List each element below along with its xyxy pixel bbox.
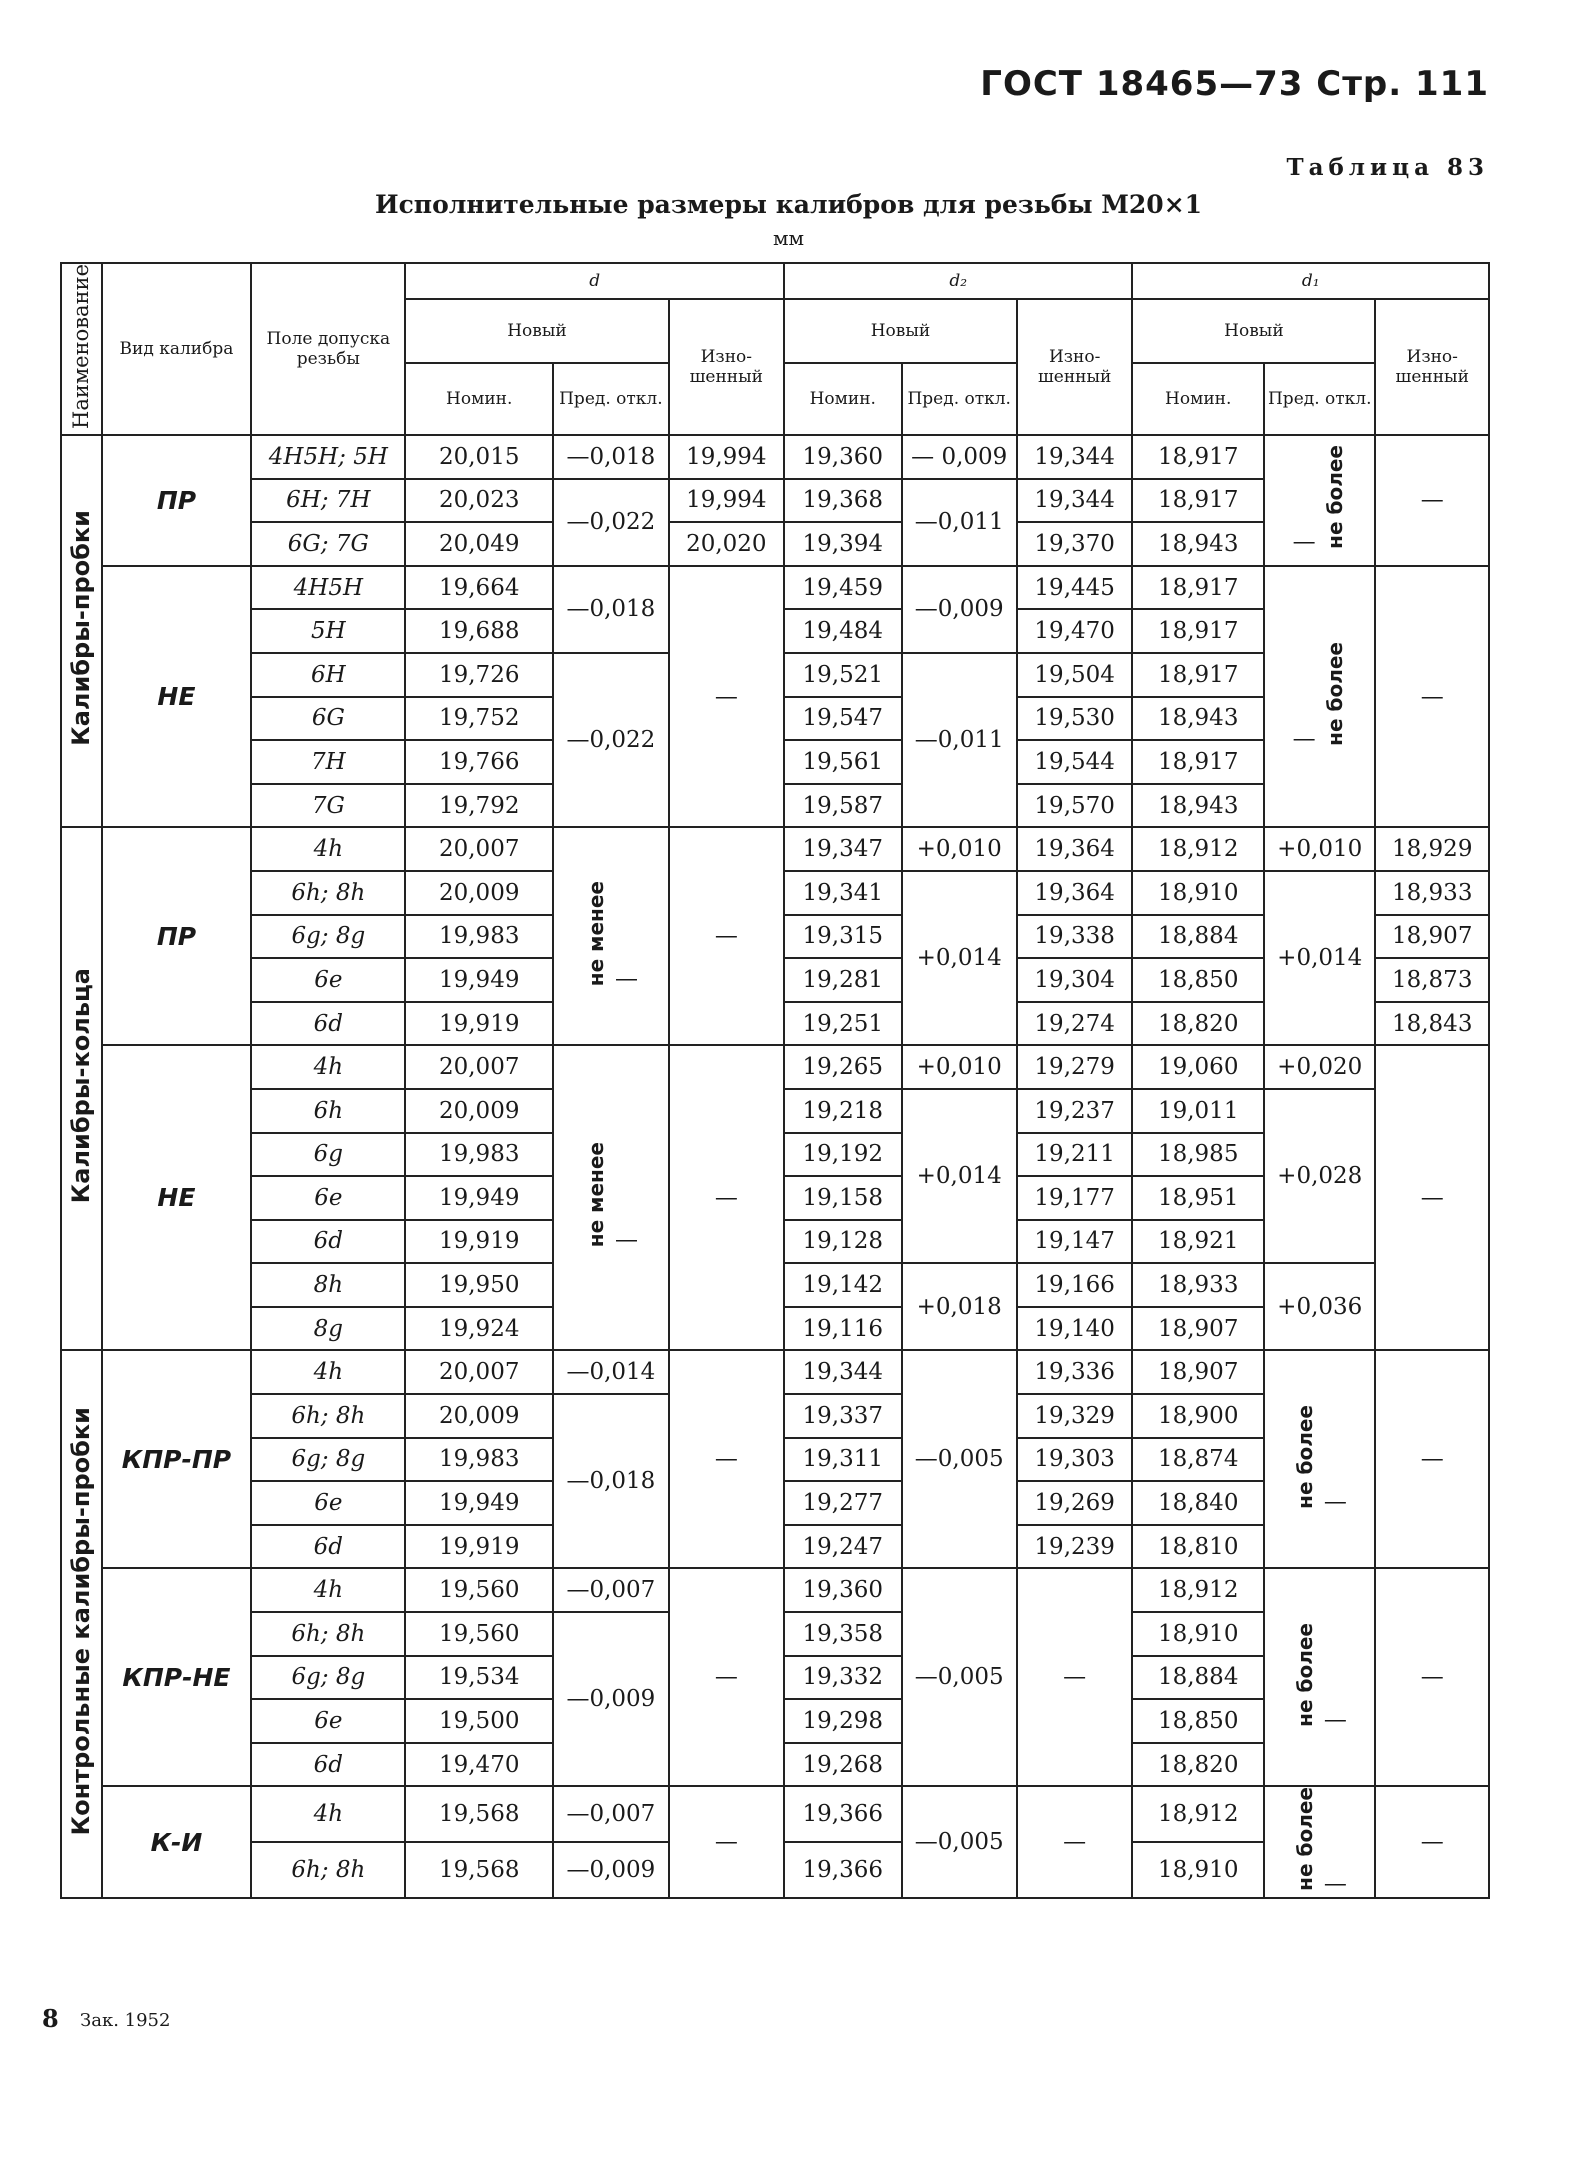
table-title: Исполнительные размеры калибров для резьбы М20×1 (374, 190, 1203, 219)
table-cell: 19,688 (405, 609, 553, 653)
table-cell: — (669, 1568, 784, 1786)
table-cell: 5H (251, 609, 405, 653)
table-cell: 18,933 (1375, 871, 1489, 915)
table-cell: 19,128 (784, 1220, 901, 1264)
table-cell: 19,983 (405, 1438, 553, 1482)
gauge-dimensions-table (60, 262, 1490, 1899)
table-cell: 18,917 (1132, 740, 1264, 784)
table-cell: 18,810 (1132, 1525, 1264, 1569)
table-cell: 19,268 (784, 1743, 901, 1787)
table-unit: мм (772, 226, 805, 250)
section-name: Контрольные калибры-пробки (67, 1407, 96, 1836)
table-cell: — (1375, 435, 1489, 566)
table-cell: 19,504 (1017, 653, 1132, 697)
table-cell: 19,530 (1017, 697, 1132, 741)
d1-dev-cell (1264, 1568, 1375, 1786)
table-row (61, 435, 1489, 479)
table-cell: 19,366 (784, 1786, 901, 1842)
table-cell: 8h (251, 1263, 405, 1307)
table-cell: — (1375, 1045, 1489, 1350)
table-cell: 18,912 (1132, 1568, 1264, 1612)
table-cell: 18,907 (1375, 915, 1489, 959)
document-header: ГОСТ 18465—73 Стр. 111 (980, 64, 1489, 104)
table-cell: 19,561 (784, 740, 901, 784)
table-cell: 6e (251, 958, 405, 1002)
gauge-type: ПР (102, 827, 252, 1045)
table-cell: +0,010 (902, 1045, 1017, 1089)
table-cell: 6d (251, 1525, 405, 1569)
table-cell: 19,211 (1017, 1133, 1132, 1177)
table-cell: 19,239 (1017, 1525, 1132, 1569)
table-cell: 20,007 (405, 1350, 553, 1394)
table-cell: 19,949 (405, 958, 553, 1002)
d1-dev-cell (1264, 1350, 1375, 1568)
table-cell: 18,933 (1132, 1263, 1264, 1307)
table-cell: 6h; 8h (251, 871, 405, 915)
table-cell: —0,011 (902, 653, 1017, 827)
table-cell: 19,279 (1017, 1045, 1132, 1089)
table-cell: 19,281 (784, 958, 901, 1002)
table-cell: 20,007 (405, 827, 553, 871)
cell-value: — (1323, 1488, 1347, 1515)
table-cell: 4h (251, 1350, 405, 1394)
table-cell: 19,924 (405, 1307, 553, 1351)
col-d2-dev: Пред. откл. (902, 363, 1017, 435)
gauge-type: ПР (102, 435, 252, 566)
table-cell: 19,470 (405, 1743, 553, 1787)
d1-dev-cell (1264, 566, 1375, 828)
table-cell: 19,269 (1017, 1481, 1132, 1525)
table-cell: 19,394 (784, 522, 901, 566)
table-cell: —0,018 (553, 435, 668, 479)
table-cell: 18,921 (1132, 1220, 1264, 1264)
d-dev-cell (553, 1045, 668, 1350)
table-cell: 19,274 (1017, 1002, 1132, 1046)
table-cell: — (1017, 1786, 1132, 1898)
table-cell: 4H5H; 5H (251, 435, 405, 479)
table-cell: 18,943 (1132, 522, 1264, 566)
cell-value: — (1323, 1706, 1347, 1733)
table-cell: 19,766 (405, 740, 553, 784)
table-cell: 8g (251, 1307, 405, 1351)
table-cell: 19,587 (784, 784, 901, 828)
limit-note: не более (1292, 1404, 1317, 1509)
col-d-dev: Пред. откл. (553, 363, 668, 435)
table-cell: — (1375, 566, 1489, 828)
table-cell: 19,303 (1017, 1438, 1132, 1482)
table-cell: 19,544 (1017, 740, 1132, 784)
table-cell: 19,364 (1017, 871, 1132, 915)
gauge-type: КПР-ПР (102, 1350, 252, 1568)
table-cell: 19,142 (784, 1263, 901, 1307)
table-cell: 19,360 (784, 435, 901, 479)
table-cell: 6g; 8g (251, 1438, 405, 1482)
table-cell: 19,919 (405, 1525, 553, 1569)
table-cell: +0,010 (1264, 827, 1375, 871)
table-cell: 6g (251, 1133, 405, 1177)
table-cell: 19,368 (784, 479, 901, 523)
table-cell: —0,007 (553, 1786, 668, 1842)
table-cell: 18,884 (1132, 1656, 1264, 1700)
limit-note: не более (1322, 445, 1347, 550)
table-cell: 18,820 (1132, 1002, 1264, 1046)
col-d1-worn: Изно-шенный (1375, 299, 1489, 435)
table-cell: 18,907 (1132, 1350, 1264, 1394)
table-cell: 6g; 8g (251, 1656, 405, 1700)
table-cell: —0,005 (902, 1350, 1017, 1568)
col-name: Наименование (61, 263, 102, 435)
gauge-type: НЕ (102, 566, 252, 828)
table-cell: 19,547 (784, 697, 901, 741)
table-cell: 19,919 (405, 1220, 553, 1264)
col-d1-new: Новый (1132, 299, 1375, 363)
table-cell: 19,247 (784, 1525, 901, 1569)
table-cell: —0,022 (553, 653, 668, 827)
table-cell: —0,009 (902, 566, 1017, 653)
table-cell: 19,726 (405, 653, 553, 697)
table-cell: 4H5H (251, 566, 405, 610)
table-cell: 18,850 (1132, 958, 1264, 1002)
cell-value: — (615, 1227, 639, 1254)
section-name: Калибры-пробки (67, 510, 96, 747)
table-cell: 19,364 (1017, 827, 1132, 871)
table-cell: —0,022 (553, 479, 668, 566)
table-cell: —0,009 (553, 1842, 668, 1898)
table-cell: 19,983 (405, 1133, 553, 1177)
table-cell: 6H; 7H (251, 479, 405, 523)
d1-dev-cell (1264, 1786, 1375, 1898)
table-cell: 19,949 (405, 1481, 553, 1525)
table-cell: 20,020 (669, 522, 784, 566)
table-cell: 6H (251, 653, 405, 697)
table-cell: 19,298 (784, 1699, 901, 1743)
table-cell: 18,874 (1132, 1438, 1264, 1482)
table-cell: 19,338 (1017, 915, 1132, 959)
table-cell: 18,943 (1132, 697, 1264, 741)
table-cell: 6d (251, 1002, 405, 1046)
table-cell: 19,265 (784, 1045, 901, 1089)
table-cell: 19,792 (405, 784, 553, 828)
table-cell: 18,912 (1132, 1786, 1264, 1842)
table-cell: 7H (251, 740, 405, 784)
table-cell: 18,900 (1132, 1394, 1264, 1438)
table-cell: 18,917 (1132, 609, 1264, 653)
table-cell: 19,360 (784, 1568, 901, 1612)
table-cell: 18,910 (1132, 871, 1264, 915)
table-cell: 19,370 (1017, 522, 1132, 566)
table-cell: —0,018 (553, 1394, 668, 1568)
table-cell: 20,049 (405, 522, 553, 566)
table-cell: 6h; 8h (251, 1394, 405, 1438)
col-type: Вид калибра (102, 263, 252, 435)
table-cell: 6d (251, 1220, 405, 1264)
table-cell: +0,018 (902, 1263, 1017, 1350)
table-cell: —0,014 (553, 1350, 668, 1394)
table-cell: 6h; 8h (251, 1612, 405, 1656)
limit-note: не более (1322, 641, 1347, 746)
table-cell: 19,166 (1017, 1263, 1132, 1307)
order-number: Зак. 1952 (80, 2010, 171, 2031)
table-cell: 19,445 (1017, 566, 1132, 610)
table-cell: 18,873 (1375, 958, 1489, 1002)
table-cell: 18,917 (1132, 653, 1264, 697)
table-cell: 19,366 (784, 1842, 901, 1898)
table-cell: 19,336 (1017, 1350, 1132, 1394)
table-cell: 20,009 (405, 1394, 553, 1438)
table-cell: — (669, 1350, 784, 1568)
table-cell: 19,919 (405, 1002, 553, 1046)
col-d1: d₁ (1132, 263, 1489, 299)
table-cell: 19,332 (784, 1656, 901, 1700)
table-cell: +0,036 (1264, 1263, 1375, 1350)
table-cell: — 0,009 (902, 435, 1017, 479)
col-tolerance: Поле допуска резьбы (251, 263, 405, 435)
col-d-worn: Изно-шенный (669, 299, 784, 435)
table-cell: 19,664 (405, 566, 553, 610)
table-cell: 19,950 (405, 1263, 553, 1307)
table-cell: +0,028 (1264, 1089, 1375, 1263)
table-cell: 19,116 (784, 1307, 901, 1351)
table-cell: 7G (251, 784, 405, 828)
table-cell: —0,018 (553, 566, 668, 653)
table-cell: 18,929 (1375, 827, 1489, 871)
table-cell: 19,011 (1132, 1089, 1264, 1133)
table-cell: 19,237 (1017, 1089, 1132, 1133)
table-row (61, 566, 1489, 610)
gauge-type: К-И (102, 1786, 252, 1898)
table-row (61, 1350, 1489, 1394)
table-cell: — (1017, 1568, 1132, 1786)
table-cell: 19,949 (405, 1176, 553, 1220)
table-cell: +0,020 (1264, 1045, 1375, 1089)
table-cell: 19,568 (405, 1842, 553, 1898)
table-row (61, 1045, 1489, 1089)
table-cell: —0,005 (902, 1568, 1017, 1786)
table-cell: 6e (251, 1176, 405, 1220)
table-cell: 6d (251, 1743, 405, 1787)
table-cell: 19,344 (1017, 479, 1132, 523)
col-d1-dev: Пред. откл. (1264, 363, 1375, 435)
section-label (61, 827, 102, 1350)
col-d2-worn: Изно-шенный (1017, 299, 1132, 435)
cell-value: — (1323, 1871, 1347, 1898)
table-cell: 19,752 (405, 697, 553, 741)
limit-note: не менее (583, 880, 608, 986)
table-cell: 19,337 (784, 1394, 901, 1438)
table-cell: 19,060 (1132, 1045, 1264, 1089)
limit-note: не менее (583, 1142, 608, 1248)
table-cell: —0,005 (902, 1786, 1017, 1898)
section-label (61, 435, 102, 827)
table-row (61, 827, 1489, 871)
table-cell: +0,014 (1264, 871, 1375, 1045)
table-cell: — (1375, 1350, 1489, 1568)
table-cell: 6h (251, 1089, 405, 1133)
table-cell: 6g; 8g (251, 915, 405, 959)
col-d: d (405, 263, 784, 299)
table-cell: 19,140 (1017, 1307, 1132, 1351)
table-cell: — (1375, 1568, 1489, 1786)
table-cell: 19,568 (405, 1786, 553, 1842)
table-cell: 19,251 (784, 1002, 901, 1046)
table-cell: 20,009 (405, 1089, 553, 1133)
table-cell: 19,277 (784, 1481, 901, 1525)
table-cell: —0,011 (902, 479, 1017, 566)
table-cell: 20,015 (405, 435, 553, 479)
table-cell: — (669, 1045, 784, 1350)
cell-value: — (615, 965, 639, 992)
d1-dev-cell (1264, 435, 1375, 566)
table-cell: 18,884 (1132, 915, 1264, 959)
table-cell: 19,344 (784, 1350, 901, 1394)
col-d2: d₂ (784, 263, 1132, 299)
table-cell: 6G (251, 697, 405, 741)
table-cell: 18,910 (1132, 1842, 1264, 1898)
table-cell: 19,329 (1017, 1394, 1132, 1438)
table-cell: 19,341 (784, 871, 901, 915)
table-cell: —0,007 (553, 1568, 668, 1612)
col-d-new: Новый (405, 299, 668, 363)
limit-note: не более (1292, 1622, 1317, 1727)
col-d-nom: Номин. (405, 363, 553, 435)
table-cell: 18,917 (1132, 479, 1264, 523)
table-cell: 19,459 (784, 566, 901, 610)
table-cell: 19,534 (405, 1656, 553, 1700)
table-cell: 19,192 (784, 1133, 901, 1177)
table-cell: 19,311 (784, 1438, 901, 1482)
table-row (61, 1786, 1489, 1842)
table-cell: 18,951 (1132, 1176, 1264, 1220)
table-cell: 19,315 (784, 915, 901, 959)
cell-value: — (1292, 725, 1316, 752)
table-cell: 19,560 (405, 1612, 553, 1656)
table-cell: 19,570 (1017, 784, 1132, 828)
table-cell: — (669, 1786, 784, 1898)
table-cell: — (669, 827, 784, 1045)
table-cell: 20,023 (405, 479, 553, 523)
table-cell: 6h; 8h (251, 1842, 405, 1898)
table-cell: 19,983 (405, 915, 553, 959)
col-d1-nom: Номин. (1132, 363, 1264, 435)
table-cell: 19,500 (405, 1699, 553, 1743)
cell-value: — (1292, 529, 1316, 556)
table-cell: 19,147 (1017, 1220, 1132, 1264)
table-cell: 19,994 (669, 435, 784, 479)
section-name: Калибры-кольца (67, 968, 96, 1204)
d-dev-cell (553, 827, 668, 1045)
table-cell: 4h (251, 1045, 405, 1089)
limit-note: не более (1292, 1787, 1317, 1892)
table-cell: 19,521 (784, 653, 901, 697)
table-cell: 18,943 (1132, 784, 1264, 828)
table-cell: 6e (251, 1699, 405, 1743)
table-cell: 18,907 (1132, 1307, 1264, 1351)
gauge-type: НЕ (102, 1045, 252, 1350)
table-cell: 19,158 (784, 1176, 901, 1220)
table-cell: — (1375, 1786, 1489, 1898)
table-cell: —0,009 (553, 1612, 668, 1786)
table-cell: +0,014 (902, 1089, 1017, 1263)
table-cell: 4h (251, 1568, 405, 1612)
table-cell: 18,850 (1132, 1699, 1264, 1743)
table-cell: 20,007 (405, 1045, 553, 1089)
gauge-type: КПР-НЕ (102, 1568, 252, 1786)
table-cell: 6e (251, 1481, 405, 1525)
table-cell: 20,009 (405, 871, 553, 915)
table-cell: 18,917 (1132, 435, 1264, 479)
page-number: 8 (42, 2004, 59, 2033)
table-cell: 18,917 (1132, 566, 1264, 610)
table-cell: 18,910 (1132, 1612, 1264, 1656)
table-cell: 19,344 (1017, 435, 1132, 479)
table-cell: 18,840 (1132, 1481, 1264, 1525)
table-cell: 19,484 (784, 609, 901, 653)
table-cell: 18,820 (1132, 1743, 1264, 1787)
section-label (61, 1350, 102, 1898)
table-cell: 6G; 7G (251, 522, 405, 566)
table-cell: +0,010 (902, 827, 1017, 871)
table-number: Таблица 83 (1286, 154, 1489, 181)
table-cell: 4h (251, 827, 405, 871)
table-cell: 19,304 (1017, 958, 1132, 1002)
table-cell: 19,347 (784, 827, 901, 871)
table-cell: 18,985 (1132, 1133, 1264, 1177)
table-cell: 4h (251, 1786, 405, 1842)
table-cell: +0,014 (902, 871, 1017, 1045)
table-cell: 18,912 (1132, 827, 1264, 871)
table-cell: 19,218 (784, 1089, 901, 1133)
col-d2-new: Новый (784, 299, 1017, 363)
table-cell: 18,843 (1375, 1002, 1489, 1046)
table-cell: 19,560 (405, 1568, 553, 1612)
table-cell: — (669, 566, 784, 828)
table-row (61, 1568, 1489, 1612)
table-cell: 19,358 (784, 1612, 901, 1656)
table-cell: 19,994 (669, 479, 784, 523)
table-cell: 19,177 (1017, 1176, 1132, 1220)
table-cell: 19,470 (1017, 609, 1132, 653)
col-d2-nom: Номин. (784, 363, 901, 435)
